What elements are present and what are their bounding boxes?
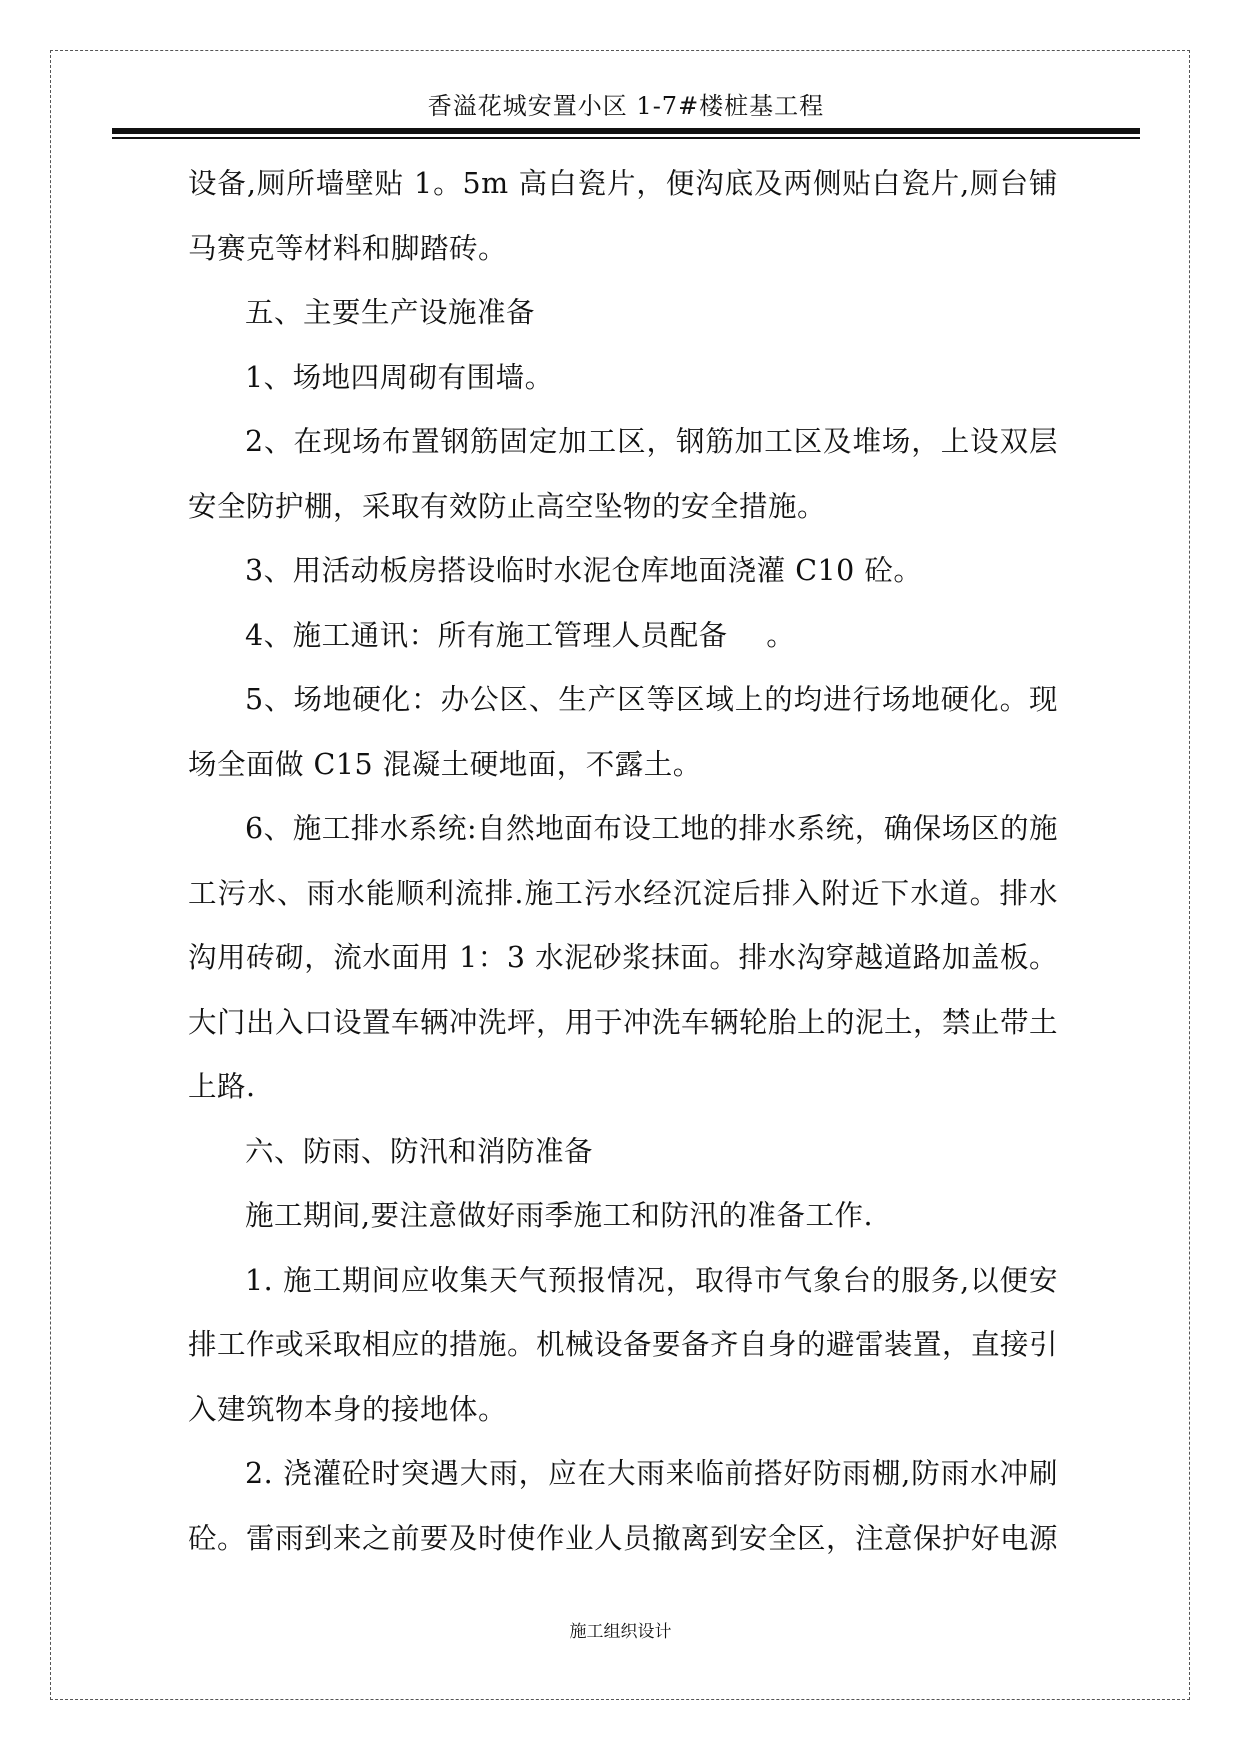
paragraph: 2、在现场布置钢筋固定加工区，钢筋加工区及堆场，上设双层安全防护棚，采取有效防止高空坠物的安全措施。 (188, 425, 1058, 523)
section-heading: 六、防雨、防汛和消防准备 (245, 1134, 594, 1168)
header-title: 香溢花城安置小区 1-7#楼桩基工程 (427, 92, 825, 120)
paragraph: 2. 浇灌砼时突遇大雨，应在大雨来临前搭好防雨棚,防雨水冲刷砼。雷雨到来之前要及时使作业人员撤离到安全区，注意保护好电源 (188, 1457, 1059, 1555)
paragraph: 3、用活动板房搭设临时水泥仓库地面浇灌 C10 砼。 (245, 554, 923, 587)
paragraph: 设备,厕所墙壁贴 1。5m 高白瓷片，便沟底及两侧贴白瓷片,厕台铺马赛克等材料和脚踏砖。 (188, 167, 1058, 265)
paragraph: 4、施工通讯：所有施工管理人员配备 。 (245, 618, 796, 652)
paragraph: 5、场地硬化：办公区、生产区等区域上的均进行场地硬化。现场全面做 C15 混凝土硬地面，不露土。 (188, 683, 1058, 781)
paragraph: 1. 施工期间应收集天气预报情况，取得市气象台的服务,以便安排工作或采取相应的措施。机械设备要备齐自身的避雷装置，直接引入建筑物本身的接地体。 (188, 1263, 1059, 1426)
paragraph: 1、场地四周砌有围墙。 (245, 360, 554, 394)
document-body (188, 152, 1058, 1571)
section-heading: 五、主要生产设施准备 (245, 296, 536, 329)
page-footer: 施工组织设计 (569, 1622, 672, 1642)
header-rule (112, 128, 1140, 134)
paragraph: 施工期间,要注意做好雨季施工和防汛的准备工作. (245, 1199, 874, 1232)
paragraph: 6、施工排水系统:自然地面布设工地的排水系统，确保场区的施工污水、雨水能顺利流排.施工污水经沉淀后排入附近下水道。排水沟用砖砌，流水面用 1：3 水泥砂浆抹面。排水沟穿越道路加盖板。大门出入口设置车辆冲洗坪，用于冲洗车辆轮胎上的泥土，禁止带土上路. (188, 812, 1059, 1103)
header-rule-thin (112, 137, 1140, 139)
